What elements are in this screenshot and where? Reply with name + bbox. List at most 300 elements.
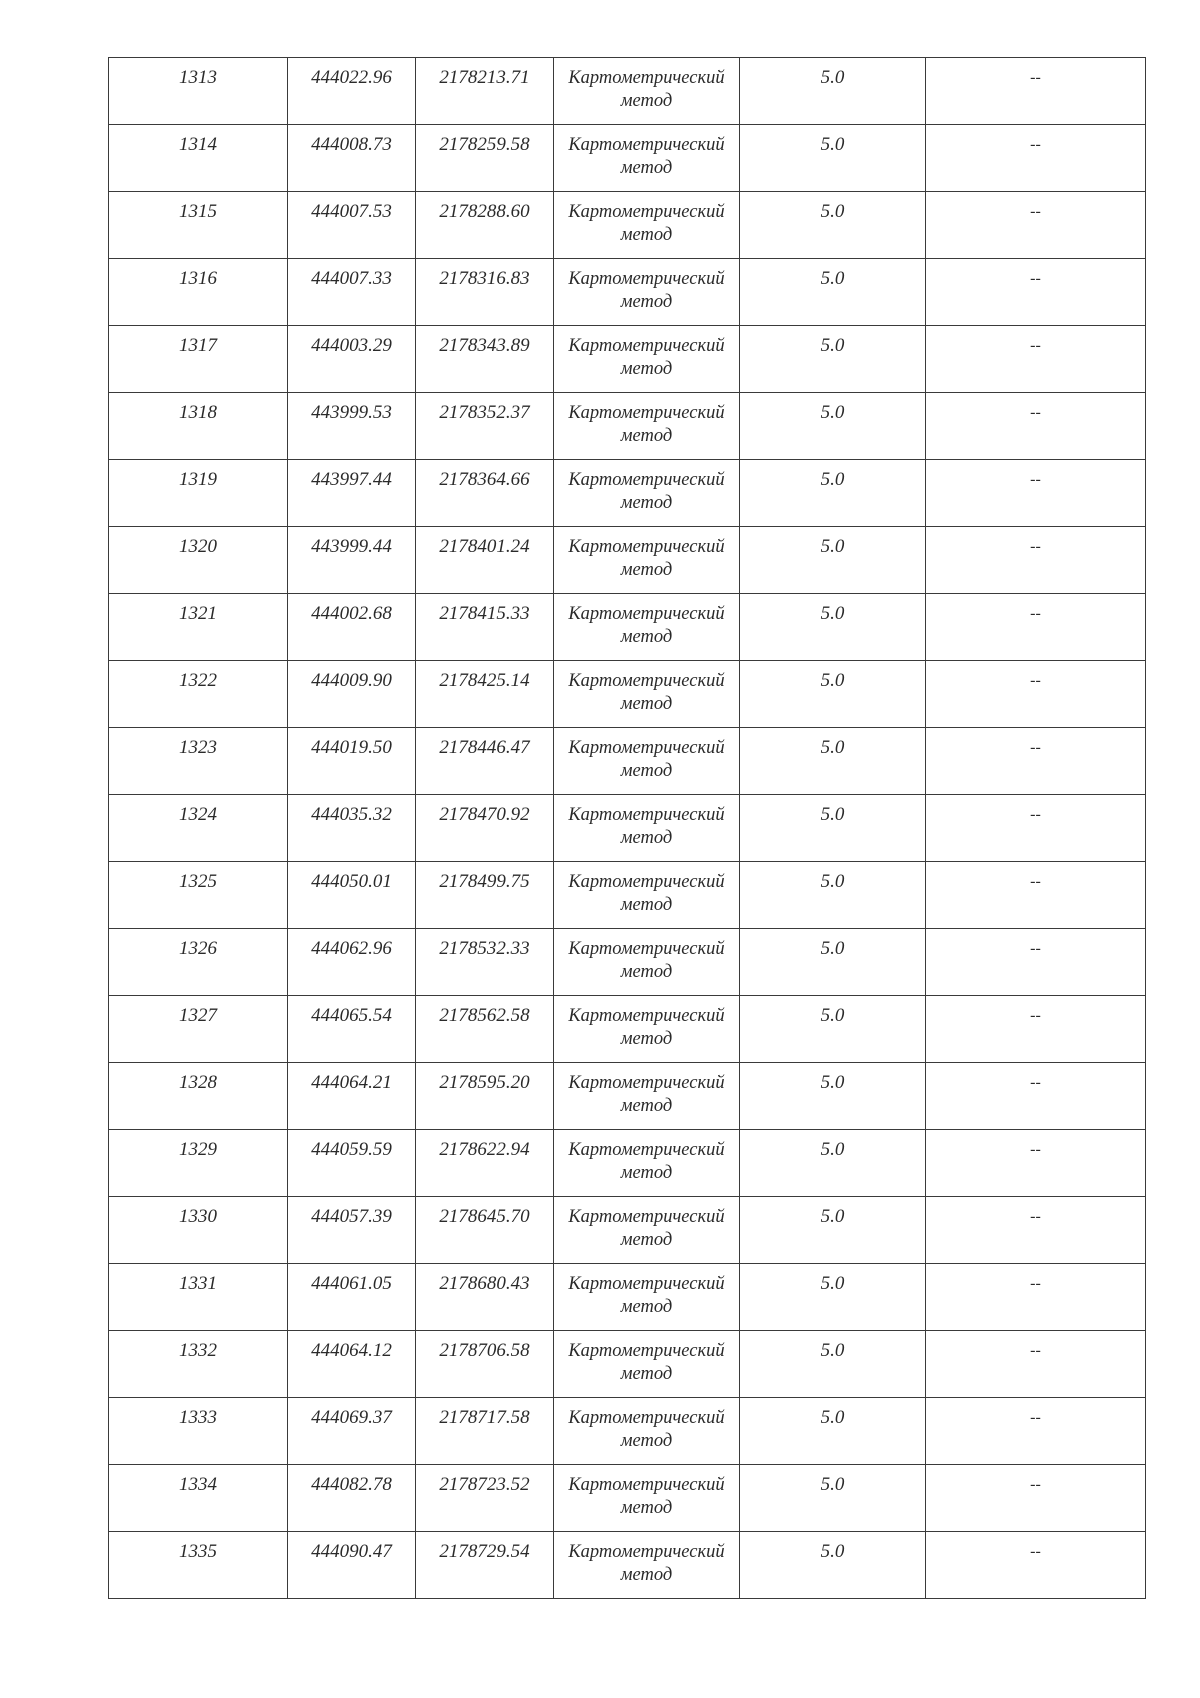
method-line-1: Картометрический [568,68,725,88]
point-number: 1333 [179,1407,217,1428]
note-value: -- [1030,538,1041,555]
x-coordinate-cell [288,1465,416,1532]
method-line-2: метод [620,761,673,781]
point-number-cell [109,862,288,929]
x-coordinate: 444003.29 [311,335,392,356]
table-row [109,1398,1146,1465]
accuracy-value: 5.0 [820,1206,845,1227]
point-number-cell [109,594,288,661]
table-row [109,996,1146,1063]
method-line-1: Картометрический [568,671,725,691]
point-number: 1331 [179,1273,217,1294]
method-cell [554,58,740,125]
y-coordinate: 2178680.43 [439,1273,530,1294]
point-number: 1332 [179,1340,217,1361]
method-line-2: метод [620,91,673,111]
method-line-1: Картометрический [568,1006,725,1026]
accuracy-cell [740,259,926,326]
note-cell [926,259,1146,326]
x-coordinate-cell [288,393,416,460]
table-row [109,929,1146,996]
x-coordinate-cell [288,1063,416,1130]
point-number-cell [109,728,288,795]
method-text [554,393,739,448]
x-coordinate-cell [288,58,416,125]
point-number-cell [109,326,288,393]
point-number: 1326 [179,938,217,959]
x-coordinate-cell [288,862,416,929]
y-coordinate: 2178425.14 [439,670,530,691]
note-cell [926,58,1146,125]
accuracy-value: 5.0 [820,804,845,825]
y-coordinate-cell [416,1331,554,1398]
accuracy-cell [740,862,926,929]
method-text [554,1465,739,1520]
accuracy-value: 5.0 [820,1273,845,1294]
method-text [554,192,739,247]
y-coordinate: 2178532.33 [439,938,530,959]
x-coordinate-cell [288,1130,416,1197]
accuracy-value: 5.0 [820,67,845,88]
method-text [554,594,739,649]
x-coordinate: 443999.53 [311,402,392,423]
table-row [109,1331,1146,1398]
point-number: 1316 [179,268,217,289]
x-coordinate-cell [288,1532,416,1599]
x-coordinate-cell [288,728,416,795]
accuracy-value: 5.0 [820,268,845,289]
method-line-1: Картометрический [568,872,725,892]
method-text [554,728,739,783]
x-coordinate: 444064.12 [311,1340,392,1361]
method-cell [554,326,740,393]
x-coordinate-cell [288,996,416,1063]
x-coordinate: 444035.32 [311,804,392,825]
x-coordinate: 444008.73 [311,134,392,155]
y-coordinate-cell [416,460,554,527]
method-text [554,125,739,180]
x-coordinate-cell [288,125,416,192]
note-cell [926,929,1146,996]
y-coordinate-cell [416,1063,554,1130]
method-line-1: Картометрический [568,604,725,624]
method-line-2: метод [620,828,673,848]
note-cell [926,1331,1146,1398]
method-line-1: Картометрический [568,1542,725,1562]
coordinates-table-body [109,58,1146,1599]
x-coordinate: 443999.44 [311,536,392,557]
y-coordinate-cell [416,125,554,192]
x-coordinate-cell [288,460,416,527]
accuracy-cell [740,326,926,393]
note-value: -- [1030,806,1041,823]
point-number-cell [109,460,288,527]
y-coordinate: 2178562.58 [439,1005,530,1026]
method-cell [554,795,740,862]
point-number-cell [109,1063,288,1130]
note-value: -- [1030,337,1041,354]
note-value: -- [1030,69,1041,86]
method-line-2: метод [620,1565,673,1585]
method-cell [554,862,740,929]
point-number-cell [109,1532,288,1599]
note-value: -- [1030,270,1041,287]
accuracy-value: 5.0 [820,1072,845,1093]
note-cell [926,527,1146,594]
accuracy-value: 5.0 [820,670,845,691]
method-cell [554,527,740,594]
point-number-cell [109,1197,288,1264]
y-coordinate-cell [416,996,554,1063]
method-cell [554,1264,740,1331]
accuracy-cell [740,58,926,125]
table-row [109,192,1146,259]
point-number-cell [109,1465,288,1532]
y-coordinate: 2178706.58 [439,1340,530,1361]
accuracy-value: 5.0 [820,871,845,892]
method-text [554,527,739,582]
method-line-1: Картометрический [568,336,725,356]
accuracy-value: 5.0 [820,134,845,155]
table-row [109,393,1146,460]
accuracy-value: 5.0 [820,469,845,490]
note-value: -- [1030,1007,1041,1024]
x-coordinate: 444064.21 [311,1072,392,1093]
note-value: -- [1030,1476,1041,1493]
y-coordinate-cell [416,527,554,594]
note-value: -- [1030,471,1041,488]
table-row [109,1264,1146,1331]
y-coordinate: 2178259.58 [439,134,530,155]
x-coordinate-cell [288,929,416,996]
method-cell [554,460,740,527]
point-number: 1328 [179,1072,217,1093]
accuracy-value: 5.0 [820,536,845,557]
y-coordinate-cell [416,728,554,795]
method-cell [554,393,740,460]
note-value: -- [1030,1275,1041,1292]
x-coordinate: 444082.78 [311,1474,392,1495]
y-coordinate: 2178364.66 [439,469,530,490]
method-cell [554,728,740,795]
x-coordinate: 444007.53 [311,201,392,222]
method-text [554,929,739,984]
note-cell [926,1532,1146,1599]
accuracy-cell [740,929,926,996]
note-value: -- [1030,1074,1041,1091]
method-line-1: Картометрический [568,202,725,222]
accuracy-value: 5.0 [820,1005,845,1026]
y-coordinate: 2178595.20 [439,1072,530,1093]
y-coordinate: 2178729.54 [439,1541,530,1562]
point-number-cell [109,259,288,326]
method-line-2: метод [620,962,673,982]
accuracy-value: 5.0 [820,402,845,423]
x-coordinate: 443997.44 [311,469,392,490]
method-line-1: Картометрический [568,738,725,758]
accuracy-cell [740,795,926,862]
y-coordinate-cell [416,259,554,326]
note-cell [926,862,1146,929]
method-cell [554,1130,740,1197]
x-coordinate-cell [288,192,416,259]
accuracy-value: 5.0 [820,1474,845,1495]
accuracy-value: 5.0 [820,1340,845,1361]
point-number: 1314 [179,134,217,155]
accuracy-cell [740,527,926,594]
accuracy-value: 5.0 [820,737,845,758]
y-coordinate-cell [416,393,554,460]
note-value: -- [1030,1409,1041,1426]
method-line-1: Картометрический [568,1408,725,1428]
x-coordinate-cell [288,1398,416,1465]
point-number-cell [109,192,288,259]
note-value: -- [1030,940,1041,957]
x-coordinate-cell [288,1197,416,1264]
note-value: -- [1030,1342,1041,1359]
point-number: 1335 [179,1541,217,1562]
x-coordinate-cell [288,594,416,661]
method-line-2: метод [620,225,673,245]
note-cell [926,661,1146,728]
y-coordinate: 2178723.52 [439,1474,530,1495]
point-number: 1324 [179,804,217,825]
accuracy-cell [740,460,926,527]
note-cell [926,996,1146,1063]
accuracy-value: 5.0 [820,1139,845,1160]
method-cell [554,1331,740,1398]
point-number: 1318 [179,402,217,423]
method-line-2: метод [620,1431,673,1451]
y-coordinate: 2178717.58 [439,1407,530,1428]
point-number: 1315 [179,201,217,222]
y-coordinate-cell [416,1465,554,1532]
method-line-2: метод [620,426,673,446]
point-number: 1334 [179,1474,217,1495]
note-cell [926,594,1146,661]
x-coordinate: 444009.90 [311,670,392,691]
method-line-1: Картометрический [568,1475,725,1495]
x-coordinate: 444002.68 [311,603,392,624]
accuracy-cell [740,1264,926,1331]
method-text [554,862,739,917]
method-text [554,661,739,716]
method-line-1: Картометрический [568,537,725,557]
x-coordinate: 444090.47 [311,1541,392,1562]
point-number-cell [109,1130,288,1197]
note-cell [926,1197,1146,1264]
accuracy-cell [740,594,926,661]
method-line-2: метод [620,560,673,580]
method-text [554,1331,739,1386]
note-cell [926,728,1146,795]
table-row [109,527,1146,594]
method-line-2: метод [620,895,673,915]
method-line-1: Картометрический [568,1341,725,1361]
accuracy-value: 5.0 [820,1541,845,1562]
accuracy-cell [740,1465,926,1532]
y-coordinate-cell [416,1264,554,1331]
note-value: -- [1030,1208,1041,1225]
x-coordinate-cell [288,1264,416,1331]
x-coordinate: 444050.01 [311,871,392,892]
note-value: -- [1030,1543,1041,1560]
method-line-1: Картометрический [568,135,725,155]
y-coordinate-cell [416,1532,554,1599]
method-line-1: Картометрический [568,1207,725,1227]
accuracy-cell [740,1398,926,1465]
note-cell [926,460,1146,527]
point-number: 1325 [179,871,217,892]
note-cell [926,1465,1146,1532]
x-coordinate: 444069.37 [311,1407,392,1428]
x-coordinate-cell [288,661,416,728]
method-text [554,1398,739,1453]
y-coordinate-cell [416,1398,554,1465]
method-text [554,795,739,850]
point-number: 1330 [179,1206,217,1227]
table-row [109,1465,1146,1532]
method-cell [554,929,740,996]
method-text [554,460,739,515]
method-cell [554,125,740,192]
accuracy-cell [740,1532,926,1599]
accuracy-cell [740,192,926,259]
note-cell [926,192,1146,259]
table-row [109,326,1146,393]
method-cell [554,661,740,728]
method-line-2: метод [620,1364,673,1384]
x-coordinate: 444061.05 [311,1273,392,1294]
y-coordinate-cell [416,862,554,929]
method-text [554,259,739,314]
method-cell [554,996,740,1063]
method-cell [554,1197,740,1264]
accuracy-value: 5.0 [820,1407,845,1428]
method-line-2: метод [620,359,673,379]
method-line-1: Картометрический [568,1073,725,1093]
point-number: 1322 [179,670,217,691]
note-cell [926,1264,1146,1331]
note-value: -- [1030,404,1041,421]
table-row [109,58,1146,125]
accuracy-cell [740,996,926,1063]
method-line-1: Картометрический [568,403,725,423]
accuracy-cell [740,125,926,192]
x-coordinate-cell [288,1331,416,1398]
method-text [554,1197,739,1252]
point-number: 1320 [179,536,217,557]
accuracy-value: 5.0 [820,335,845,356]
x-coordinate-cell [288,259,416,326]
y-coordinate-cell [416,1130,554,1197]
point-number: 1319 [179,469,217,490]
point-number-cell [109,393,288,460]
point-number-cell [109,1331,288,1398]
y-coordinate: 2178415.33 [439,603,530,624]
x-coordinate: 444062.96 [311,938,392,959]
x-coordinate: 444019.50 [311,737,392,758]
method-cell [554,1465,740,1532]
x-coordinate: 444057.39 [311,1206,392,1227]
accuracy-cell [740,728,926,795]
method-cell [554,594,740,661]
table-row [109,594,1146,661]
method-line-1: Картометрический [568,1274,725,1294]
accuracy-cell [740,661,926,728]
y-coordinate: 2178499.75 [439,871,530,892]
y-coordinate-cell [416,661,554,728]
point-number-cell [109,661,288,728]
point-number-cell [109,1264,288,1331]
table-row [109,125,1146,192]
note-cell [926,1398,1146,1465]
note-value: -- [1030,136,1041,153]
note-cell [926,1063,1146,1130]
method-cell [554,1398,740,1465]
y-coordinate: 2178645.70 [439,1206,530,1227]
method-line-2: метод [620,627,673,647]
note-cell [926,393,1146,460]
coordinates-table [108,57,1146,1599]
x-coordinate-cell [288,527,416,594]
accuracy-value: 5.0 [820,938,845,959]
y-coordinate: 2178316.83 [439,268,530,289]
method-line-2: метод [620,1297,673,1317]
y-coordinate: 2178343.89 [439,335,530,356]
method-cell [554,192,740,259]
table-row [109,259,1146,326]
point-number-cell [109,58,288,125]
note-cell [926,795,1146,862]
y-coordinate: 2178401.24 [439,536,530,557]
method-line-2: метод [620,1498,673,1518]
accuracy-value: 5.0 [820,201,845,222]
y-coordinate-cell [416,192,554,259]
method-text [554,1532,739,1587]
y-coordinate-cell [416,795,554,862]
y-coordinate: 2178446.47 [439,737,530,758]
method-line-2: метод [620,292,673,312]
table-row [109,661,1146,728]
method-line-1: Картометрический [568,1140,725,1160]
accuracy-cell [740,1197,926,1264]
x-coordinate: 444065.54 [311,1005,392,1026]
method-text [554,996,739,1051]
point-number-cell [109,527,288,594]
accuracy-cell [740,1331,926,1398]
y-coordinate-cell [416,58,554,125]
x-coordinate: 444059.59 [311,1139,392,1160]
y-coordinate-cell [416,929,554,996]
table-row [109,1130,1146,1197]
method-line-1: Картометрический [568,939,725,959]
table-row [109,728,1146,795]
table-row [109,795,1146,862]
accuracy-cell [740,1130,926,1197]
method-line-1: Картометрический [568,805,725,825]
method-text [554,1063,739,1118]
note-value: -- [1030,672,1041,689]
method-text [554,326,739,381]
y-coordinate: 2178622.94 [439,1139,530,1160]
point-number: 1317 [179,335,217,356]
method-text [554,1264,739,1319]
note-value: -- [1030,739,1041,756]
note-value: -- [1030,1141,1041,1158]
y-coordinate: 2178213.71 [439,67,530,88]
point-number-cell [109,795,288,862]
